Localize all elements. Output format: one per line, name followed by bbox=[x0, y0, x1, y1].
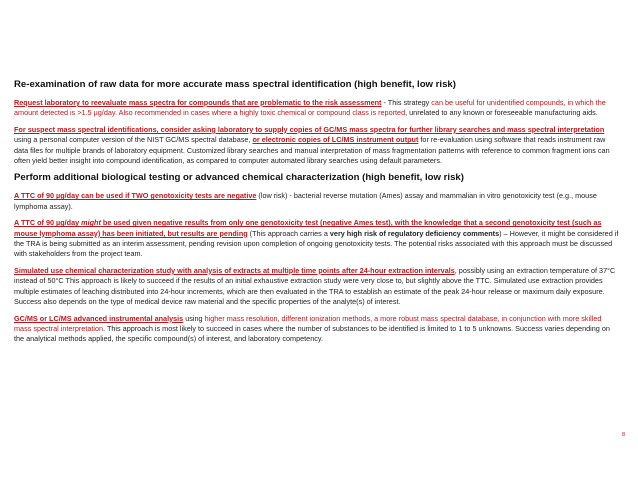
section2-p2-lead-c: be used given negative results from only one genotoxicity test (negative Ames test), with the knowledge that a second genotoxicity test (such as mouse lymphoma assay) has been initiated, but results are pending bbox=[14, 218, 602, 238]
section2-p4-text-2: . This approach is most likely to succeed in cases where the number of substances to be identified is limited to 1 to 5 unknowns. Success varies depending on the analytical methods applied, the specific compound(s) of interest, and laboratory competency. bbox=[14, 323, 610, 344]
section1-p1-text-1: - This strategy bbox=[381, 98, 432, 107]
section1-p1-lead: Request laboratory to reevaluate mass spectra for compounds that are problematic to the risk assessment bbox=[14, 98, 382, 107]
section2-paragraph-1 bbox=[14, 191, 620, 212]
section2-p2-bold: very high risk of regulatory deficiency comments bbox=[329, 228, 500, 238]
section2-paragraph-4 bbox=[14, 314, 620, 345]
section1-paragraph-2 bbox=[14, 125, 620, 167]
section2-p1-lead: A TTC of 90 µg/day can be used if TWO genotoxicity tests are negative bbox=[14, 191, 257, 201]
section2-heading: Perform additional biological testing or advanced chemical characterization (high benefit, low risk) bbox=[14, 172, 464, 184]
section1-p2-lead: For suspect mass spectral identifications, consider asking laboratory to supply copies of GC/MS mass spectra for further library searches and mass spectral interpretation bbox=[14, 124, 605, 134]
section2-p3-lead: Simulated use chemical characterization study with analysis of extracts at multiple time points after 24-hour extraction intervals bbox=[14, 265, 455, 275]
section1-p2-lead-2: or electronic copies of LC/MS instrument output bbox=[252, 135, 419, 145]
section2-p4-red-text: higher mass resolution, different ionization methods, a more robust mass spectral database, in conjunction with more skilled mass spectral interpretation bbox=[14, 313, 602, 333]
section2-paragraph-3 bbox=[14, 266, 620, 308]
section2-p2-lead-a: A TTC of 90 µg/day bbox=[14, 218, 82, 228]
section2-p4-text-1: using bbox=[183, 313, 205, 323]
section1-heading: Re-examination of raw data for more accurate mass spectral identification (high benefit, low risk) bbox=[14, 79, 456, 90]
section1-p1-red-text: can be useful for unidentified compounds, in which the amount detected is >1.5 µg/day. Also recommended in cases where a highly toxic chemical or compound class is reported bbox=[14, 98, 606, 118]
section1-p2-text-1: using a personal computer version of the NIST GC/MS spectral database, bbox=[14, 135, 253, 145]
section2-p1-text: (low risk) - bacterial reverse mutation (Ames) assay and mammalian in vitro genotoxicity test (e.g., mouse lymphoma assay). bbox=[14, 191, 597, 211]
page-number: 8 bbox=[622, 432, 626, 438]
section1-p1-text-2: , unrelated to any known or foreseeable manufacturing aids. bbox=[405, 108, 598, 118]
section2-p3-text: , possibly using an extraction temperature of 37°C instead of 50°C This approach is likely to succeed if the results of an initial exhaustive extraction study were very close to, but slightly above the TTC. Simulated use extraction provides multiple estimates of leaching distributed into 24-hour increments, which are then evaluated in the TRA to establish an estimate of the peak 24-hour release or maximum daily exposure. Success also depends on the type of medical device raw material and the specific properties of the analyte(s) of interest. bbox=[14, 265, 616, 307]
section1-paragraph-1 bbox=[14, 98, 620, 119]
section2-p2-text-1: (This approach carries a bbox=[247, 228, 330, 238]
section2-p2-lead-b: might bbox=[81, 218, 101, 228]
document-body bbox=[14, 79, 620, 351]
section2-p2-text-2: ) – However, it might be considered if the TRA is being submitted as an interim assessment, pending revision upon completion of ongoing genotoxicity tests. The potential risks associated with this approach must be discussed with stakeholders from the project team. bbox=[14, 228, 619, 259]
section2-p4-lead: GC/MS or LC/MS advanced instrumental analysis bbox=[14, 313, 184, 323]
section1-p2-text-2: for re-evaluation using software that reads instrument raw data files for multiple brands of laboratory equipment. Customized library searches and manual interpretation of mass fragmentation patterns with reference to common fragment ions can often yield better insight into compound identification, as compared to computer automated library searches using default parameters. bbox=[14, 135, 610, 166]
section2-paragraph-2 bbox=[14, 218, 620, 260]
